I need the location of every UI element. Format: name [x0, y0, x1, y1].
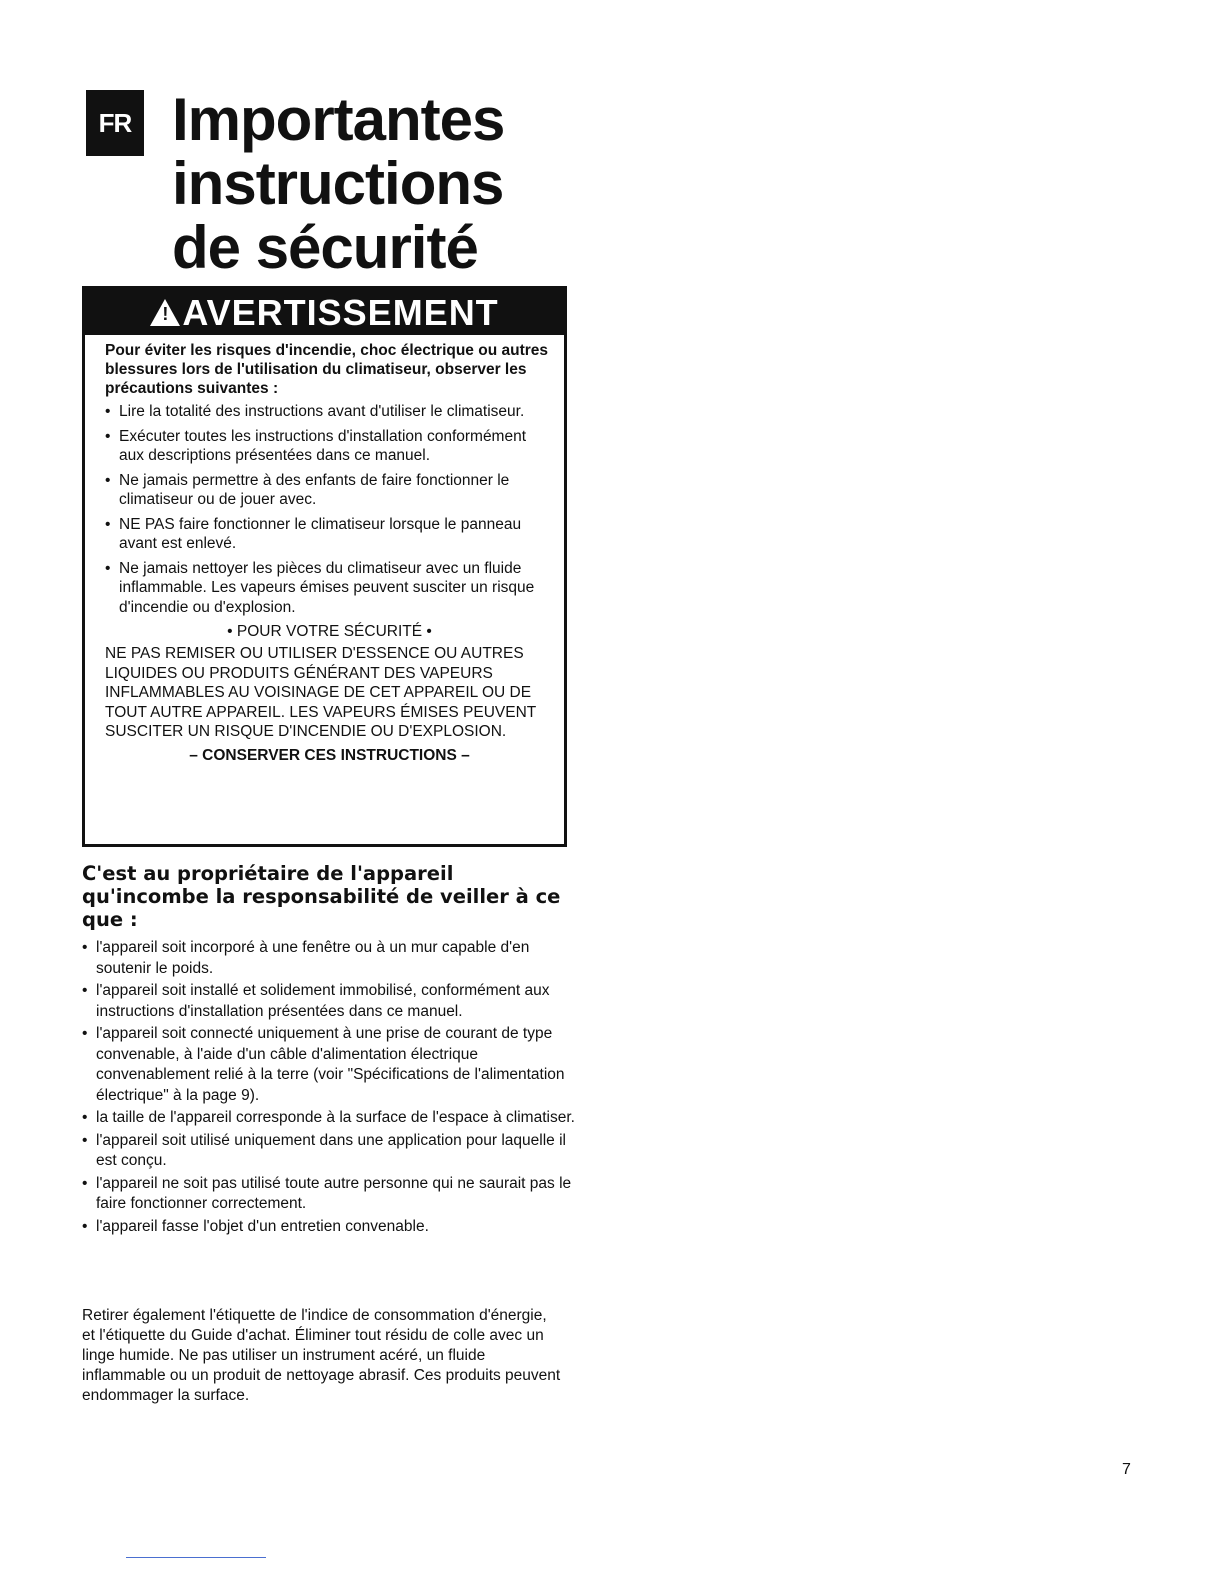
page-title [172, 88, 504, 280]
owner-item: • l'appareil soit utilisé uniquement dans une application pour laquelle il est conçu. [82, 1131, 577, 1172]
page-number: 7 [1122, 1461, 1131, 1478]
warning-header-label: AVERTISSEMENT [182, 292, 499, 333]
title-line-2: instructions [172, 150, 504, 217]
conserver-instructions: – CONSERVER CES INSTRUCTIONS – [189, 746, 470, 764]
footer-rule [126, 1557, 266, 1558]
warning-item: • Ne jamais nettoyer les pièces du climatiseur avec un fluide inflammable. Les vapeurs émises peuvent susciter un risque d'incendie ou d'explosion. [105, 559, 554, 618]
owner-item: • l'appareil soit installé et solidement immobilisé, conformément aux instructions d'installation présentées dans ce manuel. [82, 981, 577, 1022]
warning-item: • Lire la totalité des instructions avant d'utiliser le climatiseur. [105, 402, 554, 422]
warning-list [105, 402, 554, 617]
title-line-1: Importantes [172, 86, 505, 153]
owner-item: • la taille de l'appareil corresponde à la surface de l'espace à climatiser. [82, 1108, 577, 1129]
owner-list [82, 938, 577, 1239]
warning-item: • Exécuter toutes les instructions d'installation conformément aux descriptions présentées dans ce manuel. [105, 427, 554, 466]
warning-header [85, 289, 564, 335]
warning-box [82, 286, 567, 847]
owner-item: • l'appareil soit incorporé à une fenêtre ou à un mur capable d'en soutenir le poids. [82, 938, 577, 979]
language-badge: FR [86, 90, 144, 156]
title-line-3: de sécurité [172, 214, 478, 281]
safety-title: • POUR VOTRE SÉCURITÉ • [227, 623, 432, 640]
warning-body [85, 335, 564, 766]
owner-item: • l'appareil ne soit pas utilisé toute autre personne qui ne saurait pas le faire fonctionner correctement. [82, 1174, 577, 1215]
owner-heading: C'est au propriétaire de l'appareil qu'incombe la responsabilité de veiller à ce que : [82, 862, 561, 931]
safety-text: NE PAS REMISER OU UTILISER D'ESSENCE OU AUTRES LIQUIDES OU PRODUITS GÉNÉRANT DES VAPEURS INFLAMMABLES AU VOISINAGE DE CET APPAREIL OU DE TOUT AUTRE APPAREIL. LES VAPEURS ÉMISES PEUVENT SUSCITER UN RISQUE D'INCENDIE OU D'EXPLOSION. [105, 645, 536, 740]
warning-item: • Ne jamais permettre à des enfants de faire fonctionner le climatiseur ou de jouer avec. [105, 471, 554, 510]
warning-intro: Pour éviter les risques d'incendie, choc électrique ou autres blessures lors de l'utilisation du climatiseur, observer les précautions suivantes : [105, 342, 548, 397]
closing-paragraph: Retirer également l'étiquette de l'indice de consommation d'énergie, et l'étiquette du Guide d'achat. Éliminer tout résidu de colle avec un linge humide. Ne pas utiliser un instrument acéré, un fluide inflammable ou un produit de nettoyage abrasif. Ces produits peuvent endommager la surface. [82, 1307, 561, 1404]
warning-triangle-icon [150, 299, 180, 326]
owner-item: • l'appareil fasse l'objet d'un entretien convenable. [82, 1217, 577, 1238]
warning-item: • NE PAS faire fonctionner le climatiseur lorsque le panneau avant est enlevé. [105, 515, 554, 554]
owner-item: • l'appareil soit connecté uniquement à une prise de courant de type convenable, à l'aide d'un câble d'alimentation électrique convenablement relié à la terre (voir "Spécifications de l'alimentation électrique" à la page 9). [82, 1024, 577, 1106]
